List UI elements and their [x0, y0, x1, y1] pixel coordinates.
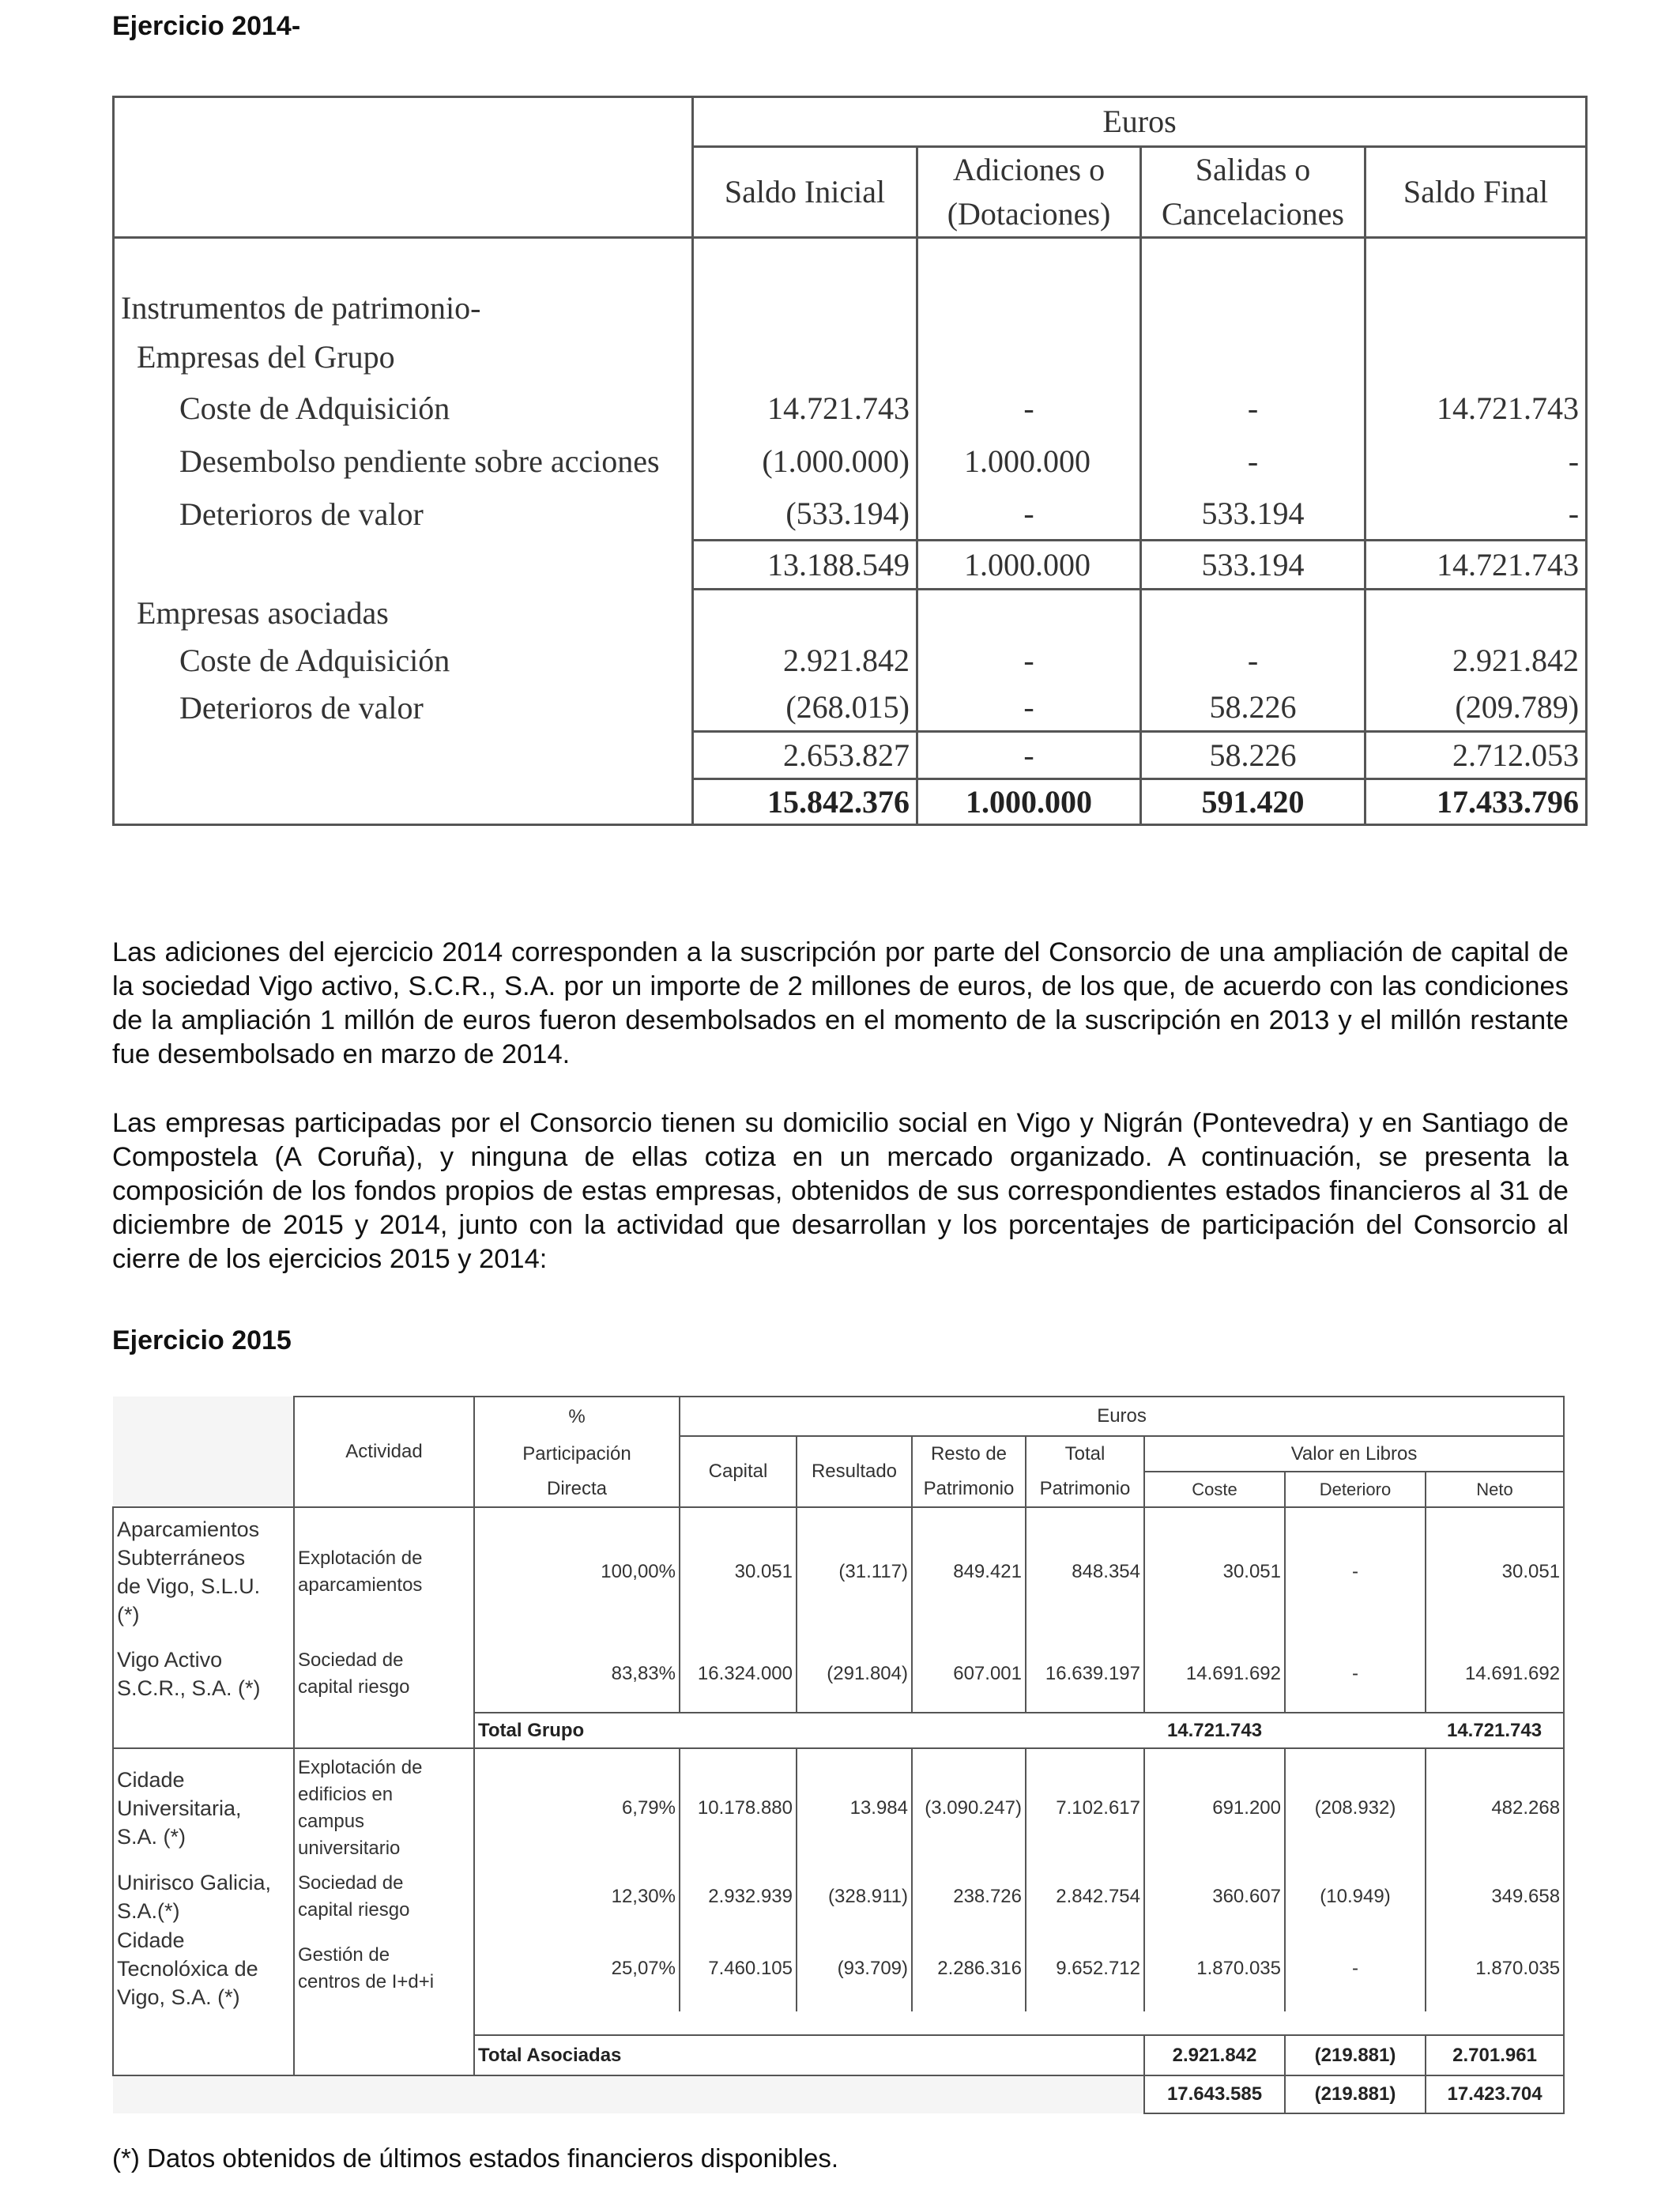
header-euros: Euros: [680, 1397, 1564, 1436]
header-neto: Neto: [1426, 1472, 1564, 1507]
section-asociadas: Empresas asociadas: [114, 590, 693, 637]
header-saldo-final: Saldo Final: [1365, 147, 1587, 238]
table-row: Cidade Tecnolóxica de Vigo, S.A. (*) Gestión de centros de I+d+i 25,07% 7.460.105 (93.709) 2.286.316 9.652.712 1.870.035 - 1.870.035: [113, 1926, 1564, 2011]
section-instrumentos: Instrumentos de patrimonio-: [114, 284, 693, 333]
header-resultado: Resultado: [797, 1436, 912, 1507]
table-row: Cidade Universitaria, S.A. (*) Explotación de edificios en campus universitario 6,79% 10.178.880 13.984 (3.090.247) 7.102.617 691.200 (208.932) 482.268: [113, 1748, 1564, 1867]
entity-name: Cidade Universitaria, S.A. (*): [113, 1748, 294, 1867]
header-resto-2: Patrimonio: [912, 1472, 1026, 1507]
entity-name: Unirisco Galicia, S.A.(*): [113, 1867, 294, 1926]
header-euros: Euros: [693, 97, 1587, 147]
header-adiciones: Adiciones o (Dotaciones): [917, 147, 1141, 238]
paragraph-adiciones: Las adiciones del ejercicio 2014 corresponden a la suscripción por parte del Consorcio de una ampliación de capital de la sociedad Vigo activo, S.C.R., S.A. por un importe de 2 millones de euros, de los que, de acuerdo con las condiciones de la ampliación 1 millón de euros fueron desembolsados en el momento de la suscripción en 2013 y el millón restante fue desembolsado en marzo de 2014.: [112, 937, 1569, 1069]
total-row: 15.842.376 1.000.000 591.420 17.433.796: [114, 779, 1587, 825]
table-ejercicio-2014: [112, 96, 1588, 826]
header-total-2: Patrimonio: [1026, 1472, 1144, 1507]
header-coste: Coste: [1144, 1472, 1285, 1507]
entity-actividad: Gestión de centros de I+d+i: [294, 1926, 474, 2011]
table-row: Vigo Activo S.C.R., S.A. (*) Sociedad de capital riesgo 83,83% 16.324.000 (291.804) 607.001 16.639.197 14.691.692 - 14.691.692: [113, 1635, 1564, 1713]
table-row: Aparcamientos Subterráneos de Vigo, S.L.U. (*) Explotación de aparcamientos 100,00% 30.051 (31.117) 849.421 848.354 30.051 - 30.051: [113, 1507, 1564, 1635]
table-row: Coste de Adquisición 14.721.743 - - 14.721.743: [114, 382, 1587, 435]
table-row: Deterioros de valor (533.194) - 533.194 -: [114, 488, 1587, 541]
header-pct-2: Participación: [474, 1436, 680, 1472]
header-pct-1: %: [474, 1397, 680, 1436]
entity-actividad: Sociedad de capital riesgo: [294, 1867, 474, 1926]
header-salidas: Salidas o Cancelaciones: [1141, 147, 1365, 238]
header-resto-1: Resto de: [912, 1436, 1026, 1472]
entity-name: Cidade Tecnolóxica de Vigo, S.A. (*): [113, 1926, 294, 2011]
section-grupo: Empresas del Grupo: [114, 333, 693, 382]
header-valor-libros: Valor en Libros: [1144, 1436, 1564, 1472]
subtotal-row: 13.188.549 1.000.000 533.194 14.721.743: [114, 541, 1587, 590]
header-actividad: Actividad: [294, 1397, 474, 1507]
table-row: Unirisco Galicia, S.A.(*) Sociedad de capital riesgo 12,30% 2.932.939 (328.911) 238.726 2.842.754 360.607 (10.949) 349.658: [113, 1867, 1564, 1926]
header-deterioro: Deterioro: [1285, 1472, 1426, 1507]
header-saldo-inicial: Saldo Inicial: [693, 147, 917, 238]
entity-actividad: Explotación de aparcamientos: [294, 1507, 474, 1635]
heading-ejercicio-2015: Ejercicio 2015: [112, 1325, 292, 1355]
total-grupo-row: Total Grupo 14.721.743 14.721.743: [113, 1713, 1564, 1748]
subtotal-row: 2.653.827 - 58.226 2.712.053: [114, 732, 1587, 779]
table-row: Coste de Adquisición 2.921.842 - - 2.921.842: [114, 637, 1587, 684]
grand-total-row: 17.643.585 (219.881) 17.423.704: [113, 2075, 1564, 2113]
heading-ejercicio-2014: Ejercicio 2014-: [112, 11, 301, 41]
paragraph-empresas: Las empresas participadas por el Consorcio tienen su domicilio social en Vigo y Nigrán (Pontevedra) y en Santiago de Compostela (A Coruña), y ninguna de ellas cotiza en un mercado organizado. A continuación, se presenta la composición de los fondos propios de estas empresas, obtenidos de sus correspondientes estados financieros al 31 de diciembre de 2015 y 2014, junto con la actividad que desarrollan y los porcentajes de participación del Consorcio al cierre de los ejercicios 2015 y 2014:: [112, 1108, 1569, 1274]
table-ejercicio-2015: [112, 1396, 1565, 2114]
header-total-1: Total: [1026, 1436, 1144, 1472]
header-blank: [114, 97, 693, 238]
header-pct-3: Directa: [474, 1472, 680, 1507]
table-row: Deterioros de valor (268.015) - 58.226 (209.789): [114, 684, 1587, 732]
total-asociadas-row: Total Asociadas 2.921.842 (219.881) 2.701.961: [113, 2035, 1564, 2075]
entity-name: Vigo Activo S.C.R., S.A. (*): [113, 1635, 294, 1713]
header-blank: [113, 1397, 294, 1507]
header-capital: Capital: [680, 1436, 797, 1507]
footnote: (*) Datos obtenidos de últimos estados financieros disponibles.: [112, 2143, 839, 2173]
entity-actividad: Explotación de edificios en campus universitario: [294, 1748, 474, 1867]
table-row: Desembolso pendiente sobre acciones (1.000.000) 1.000.000 - -: [114, 435, 1587, 488]
entity-actividad: Sociedad de capital riesgo: [294, 1635, 474, 1713]
entity-name: Aparcamientos Subterráneos de Vigo, S.L.U. (*): [113, 1507, 294, 1635]
